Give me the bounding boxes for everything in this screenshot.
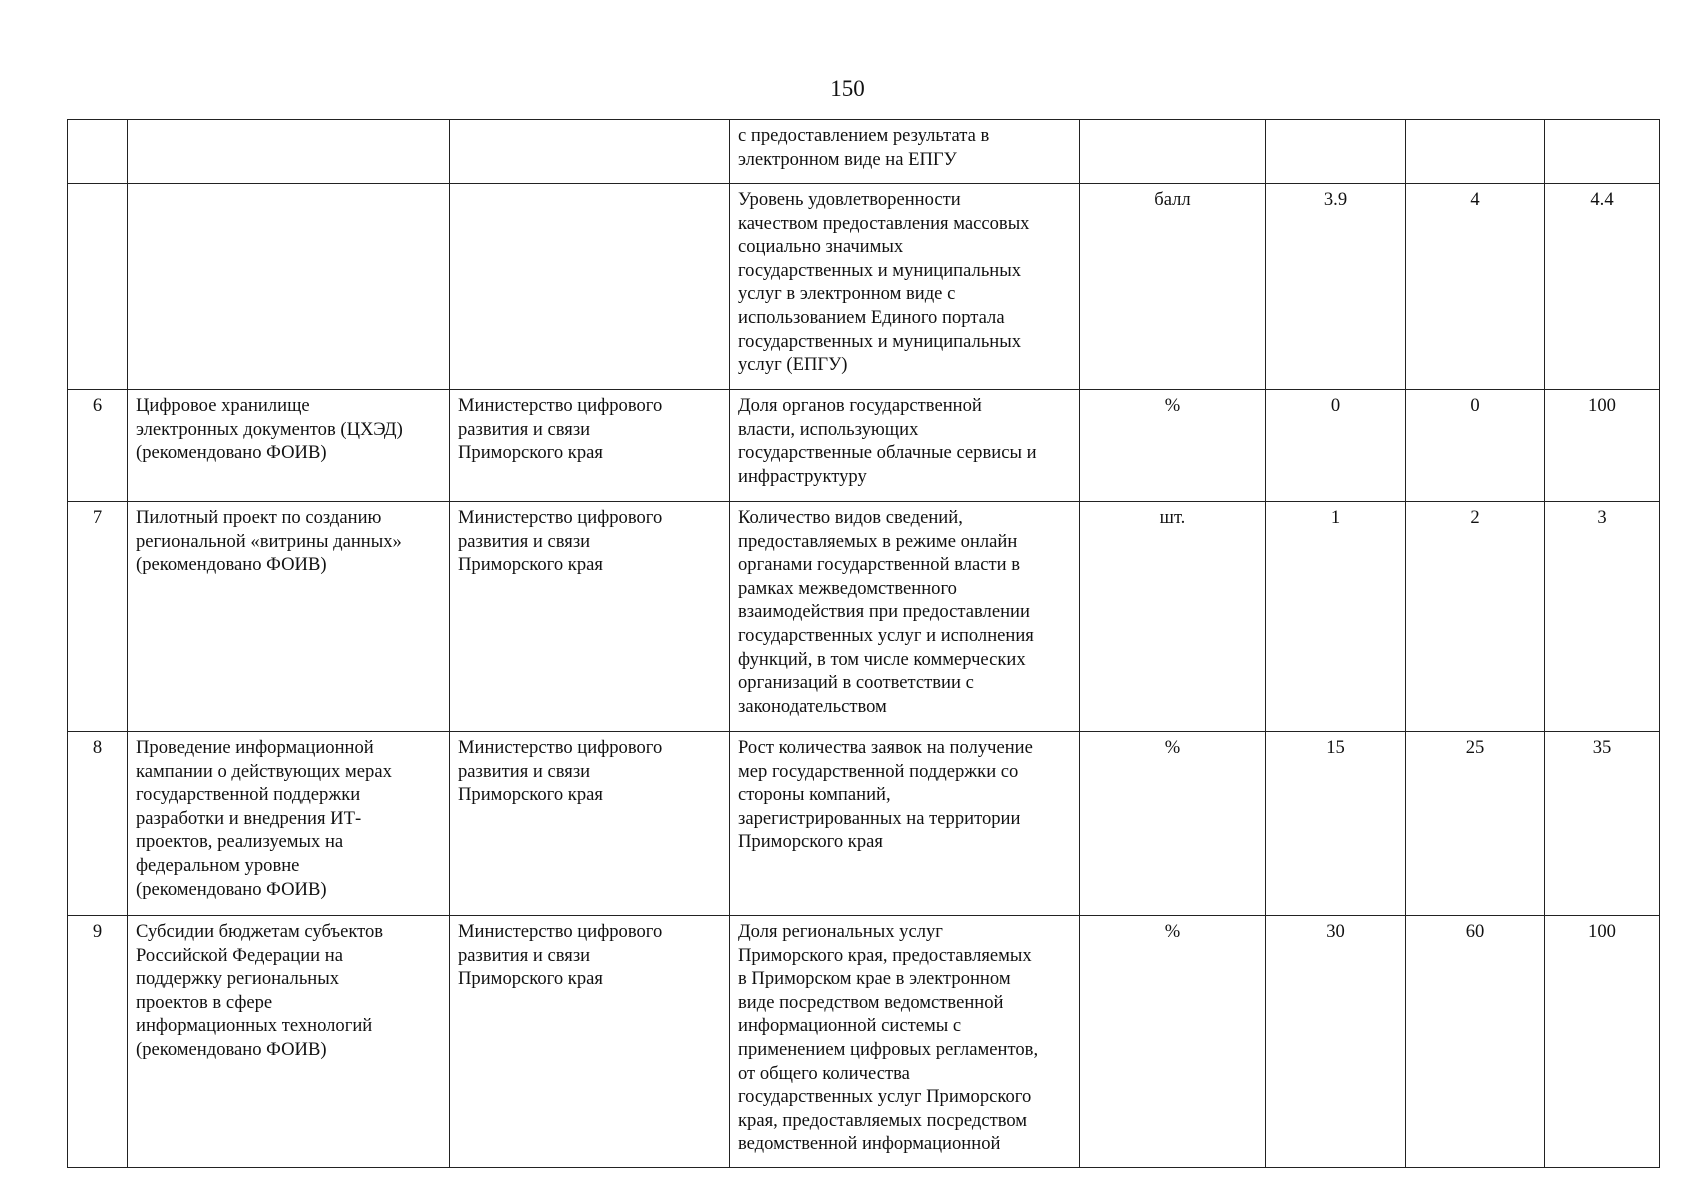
value-cell-1: 3.9 xyxy=(1266,184,1406,390)
value-cell-3: 4.4 xyxy=(1545,184,1660,390)
value-cell-1: 1 xyxy=(1266,502,1406,732)
indicator-cell: Уровень удовлетворенности качеством предоставления массовых социально значимых государственных и муниципальных услуг в электронном виде с использованием Единого портала государственных и муниципальных услуг (ЕПГУ) xyxy=(730,184,1080,390)
table-row xyxy=(68,120,1660,184)
indicator-cell: Доля органов государственной власти, использующих государственные облачные сервисы и инфраструктуру xyxy=(730,390,1080,502)
row-number-cell: 6 xyxy=(68,390,128,502)
unit-cell xyxy=(1080,120,1266,184)
table-row xyxy=(68,390,1660,502)
table-row xyxy=(68,184,1660,390)
value-cell-1: 15 xyxy=(1266,732,1406,916)
table-row xyxy=(68,732,1660,916)
responsible-cell: Министерство цифрового развития и связи Приморского края xyxy=(450,732,730,916)
value-cell-3: 3 xyxy=(1545,502,1660,732)
unit-cell: % xyxy=(1080,390,1266,502)
indicators-table xyxy=(67,119,1660,1168)
measure-name-cell: Субсидии бюджетам субъектов Российской Федерации на поддержку региональных проектов в сфере информационных технологий (рекомендовано ФОИВ) xyxy=(128,916,450,1168)
value-cell-1: 30 xyxy=(1266,916,1406,1168)
value-cell-2: 4 xyxy=(1406,184,1545,390)
table-body xyxy=(68,120,1660,1168)
value-cell-2: 0 xyxy=(1406,390,1545,502)
measure-name-cell: Цифровое хранилище электронных документов (ЦХЭД) (рекомендовано ФОИВ) xyxy=(128,390,450,502)
measure-name-cell: Пилотный проект по созданию региональной «витрины данных» (рекомендовано ФОИВ) xyxy=(128,502,450,732)
indicator-cell: Доля региональных услуг Приморского края, предоставляемых в Приморском крае в электронном виде посредством ведомственной информационной системы с применением цифровых регламентов, от общего количества государственных услуг Приморского края, предоставляемых посредством ведомственной информационной xyxy=(730,916,1080,1168)
value-cell-2: 2 xyxy=(1406,502,1545,732)
value-cell-2: 25 xyxy=(1406,732,1545,916)
measure-name-cell xyxy=(128,120,450,184)
value-cell-3 xyxy=(1545,120,1660,184)
responsible-cell xyxy=(450,120,730,184)
value-cell-3: 35 xyxy=(1545,732,1660,916)
value-cell-2: 60 xyxy=(1406,916,1545,1168)
value-cell-1: 0 xyxy=(1266,390,1406,502)
table-row xyxy=(68,916,1660,1168)
value-cell-1 xyxy=(1266,120,1406,184)
indicator-cell: с предоставлением результата в электронном виде на ЕПГУ xyxy=(730,120,1080,184)
responsible-cell: Министерство цифрового развития и связи Приморского края xyxy=(450,502,730,732)
value-cell-3: 100 xyxy=(1545,390,1660,502)
measure-name-cell: Проведение информационной кампании о действующих мерах государственной поддержки разработки и внедрения ИТ- проектов, реализуемых на федеральном уровне (рекомендовано ФОИВ) xyxy=(128,732,450,916)
row-number-cell: 7 xyxy=(68,502,128,732)
value-cell-3: 100 xyxy=(1545,916,1660,1168)
indicator-cell: Количество видов сведений, предоставляемых в режиме онлайн органами государственной власти в рамках межведомственного взаимодействия при предоставлении государственных услуг и исполнения функций, в том числе коммерческих организаций в соответствии с законодательством xyxy=(730,502,1080,732)
row-number-cell xyxy=(68,184,128,390)
unit-cell: балл xyxy=(1080,184,1266,390)
responsible-cell xyxy=(450,184,730,390)
measure-name-cell xyxy=(128,184,450,390)
unit-cell: шт. xyxy=(1080,502,1266,732)
unit-cell: % xyxy=(1080,732,1266,916)
row-number-cell xyxy=(68,120,128,184)
indicator-cell: Рост количества заявок на получение мер государственной поддержки со стороны компаний, зарегистрированных на территории Приморского края xyxy=(730,732,1080,916)
row-number-cell: 8 xyxy=(68,732,128,916)
value-cell-2 xyxy=(1406,120,1545,184)
responsible-cell: Министерство цифрового развития и связи Приморского края xyxy=(450,916,730,1168)
page-number: 150 xyxy=(830,76,865,101)
responsible-cell: Министерство цифрового развития и связи Приморского края xyxy=(450,390,730,502)
row-number-cell: 9 xyxy=(68,916,128,1168)
unit-cell: % xyxy=(1080,916,1266,1168)
table-row xyxy=(68,502,1660,732)
